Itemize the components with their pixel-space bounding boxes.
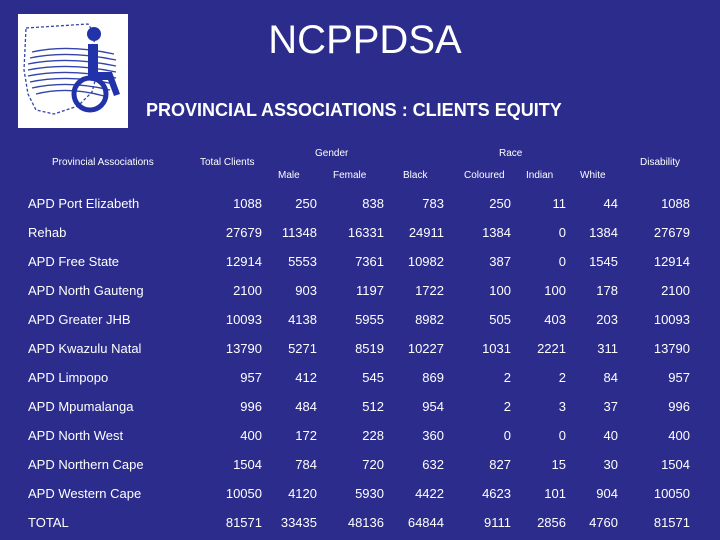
white-cell: 40	[603, 428, 618, 443]
male-cell: 484	[295, 399, 317, 414]
coloured-cell: 250	[489, 195, 511, 211]
table-row	[22, 276, 690, 305]
male-cell: 903	[295, 283, 317, 298]
disability-cell: 400	[668, 428, 690, 443]
association-name: APD Northern Cape	[28, 457, 144, 472]
total-clients-cell: 27679	[225, 225, 262, 240]
black-cell: 10227	[407, 341, 444, 356]
association-name: TOTAL	[28, 515, 69, 530]
black-cell: 869	[422, 370, 444, 385]
male-cell: 784	[295, 457, 317, 472]
disability-cell: 81571	[653, 515, 690, 530]
black-cell: 4422	[415, 486, 444, 501]
total-clients-cell: 10093	[225, 312, 262, 327]
total-clients-cell: 81571	[225, 515, 262, 530]
indian-cell: 0	[558, 254, 566, 269]
male-cell: 11348	[281, 225, 317, 240]
association-name: APD Limpopo	[28, 370, 109, 385]
column-header-male: Male	[278, 170, 300, 181]
association-name: APD Kwazulu Natal	[28, 341, 142, 356]
association-name: APD Port Elizabeth	[28, 195, 140, 211]
indian-cell: 2221	[537, 341, 566, 356]
table-row	[22, 479, 690, 508]
disability-cell: 27679	[653, 225, 690, 240]
total-clients-cell: 13790	[225, 341, 262, 356]
black-cell: 10982	[407, 254, 444, 269]
indian-cell: 3	[558, 399, 566, 414]
white-cell: 1384	[589, 225, 618, 240]
total-clients-cell: 10050	[225, 486, 262, 501]
white-cell: 904	[596, 486, 618, 501]
disability-cell: 996	[668, 399, 690, 414]
total-clients-cell: 12914	[225, 254, 262, 269]
white-cell: 203	[596, 312, 618, 327]
male-cell: 4138	[288, 312, 317, 327]
association-name: APD North West	[28, 428, 124, 443]
black-cell: 954	[422, 399, 444, 414]
table-row	[22, 188, 690, 218]
disability-cell: 2100	[661, 283, 690, 298]
female-cell: 545	[362, 370, 384, 385]
coloured-cell: 9111	[484, 515, 511, 530]
disability-cell: 1504	[661, 457, 690, 472]
coloured-cell: 1031	[482, 341, 511, 356]
female-cell: 5930	[355, 486, 384, 501]
table-row	[22, 363, 690, 392]
female-cell: 720	[362, 457, 384, 472]
disability-cell: 1088	[661, 195, 690, 211]
black-cell: 360	[422, 428, 444, 443]
female-cell: 7361	[355, 254, 384, 269]
table-row	[22, 334, 690, 363]
table-row	[22, 247, 690, 276]
female-cell: 228	[362, 428, 384, 443]
total-clients-cell: 1504	[233, 457, 262, 472]
black-cell: 783	[422, 195, 444, 211]
total-clients-cell: 400	[240, 428, 262, 443]
white-cell: 44	[603, 195, 618, 211]
black-cell: 1722	[415, 283, 444, 298]
female-cell: 16331	[347, 225, 384, 240]
male-cell: 5553	[288, 254, 317, 269]
column-header-white: White	[580, 170, 606, 181]
female-cell: 48136	[347, 515, 384, 530]
total-clients-cell: 957	[240, 370, 262, 385]
indian-cell: 403	[544, 312, 566, 327]
disability-cell: 13790	[653, 341, 690, 356]
white-cell: 4760	[589, 515, 618, 530]
coloured-cell: 2	[503, 370, 511, 385]
disability-cell: 957	[668, 370, 690, 385]
female-cell: 838	[362, 195, 384, 211]
association-name: APD Greater JHB	[28, 312, 131, 327]
black-cell: 24911	[408, 225, 444, 240]
table-row	[22, 218, 690, 247]
table-row	[22, 421, 690, 450]
association-name: APD North Gauteng	[28, 283, 144, 298]
column-header-black: Black	[403, 170, 428, 181]
white-cell: 178	[596, 283, 618, 298]
table-row	[22, 450, 690, 479]
association-name: APD Mpumalanga	[28, 399, 134, 414]
disability-cell: 10093	[653, 312, 690, 327]
coloured-cell: 0	[503, 428, 511, 443]
association-name: APD Western Cape	[28, 486, 142, 501]
table-row	[22, 392, 690, 421]
female-cell: 1197	[356, 283, 384, 298]
coloured-cell: 505	[489, 312, 511, 327]
association-name: APD Free State	[28, 254, 120, 269]
white-cell: 37	[603, 399, 618, 414]
clients-equity-table	[22, 188, 690, 537]
indian-cell: 100	[544, 283, 566, 298]
coloured-cell: 4623	[482, 486, 511, 501]
indian-cell: 15	[551, 457, 566, 472]
association-name: Rehab	[28, 225, 67, 240]
male-cell: 172	[295, 428, 317, 443]
column-header-gender: Gender	[315, 148, 349, 159]
total-clients-cell: 2100	[233, 283, 262, 298]
male-cell: 4120	[288, 486, 317, 501]
table-row	[22, 305, 690, 334]
column-header-associations: Provincial Associations	[52, 157, 154, 168]
indian-cell: 101	[544, 486, 566, 501]
column-header-disability: Disability	[640, 157, 681, 168]
table-row-total	[22, 508, 690, 537]
column-header-total-clients: Total Clients	[200, 157, 255, 168]
coloured-cell: 100	[489, 283, 511, 298]
page-subtitle: PROVINCIAL ASSOCIATIONS : CLIENTS EQUITY	[146, 100, 562, 120]
female-cell: 512	[362, 399, 384, 414]
indian-cell: 2	[558, 370, 566, 385]
coloured-cell: 1384	[482, 225, 511, 240]
black-cell: 632	[422, 457, 444, 472]
page-title: NCPPDSA	[268, 18, 462, 62]
female-cell: 8519	[355, 341, 384, 356]
black-cell: 64844	[407, 515, 444, 530]
male-cell: 412	[295, 370, 317, 385]
male-cell: 250	[295, 195, 317, 211]
indian-cell: 0	[558, 225, 566, 240]
total-clients-cell: 1088	[233, 195, 262, 211]
coloured-cell: 387	[489, 254, 511, 269]
column-header-coloured: Coloured	[464, 170, 505, 181]
indian-cell: 11	[552, 195, 566, 211]
black-cell: 8982	[415, 312, 444, 327]
disability-cell: 10050	[653, 486, 690, 501]
column-header-indian: Indian	[526, 170, 554, 181]
total-clients-cell: 996	[240, 399, 262, 414]
column-header-female: Female	[333, 170, 367, 181]
indian-cell: 2856	[537, 515, 566, 530]
male-cell: 33435	[280, 515, 317, 530]
white-cell: 311	[597, 341, 618, 356]
column-header-race: Race	[499, 148, 523, 159]
coloured-cell: 827	[489, 457, 511, 472]
white-cell: 84	[603, 370, 618, 385]
disability-cell: 12914	[653, 254, 690, 269]
coloured-cell: 2	[503, 399, 511, 414]
male-cell: 5271	[288, 341, 317, 356]
white-cell: 30	[603, 457, 618, 472]
white-cell: 1545	[589, 254, 618, 269]
female-cell: 5955	[355, 312, 384, 327]
indian-cell: 0	[558, 428, 566, 443]
